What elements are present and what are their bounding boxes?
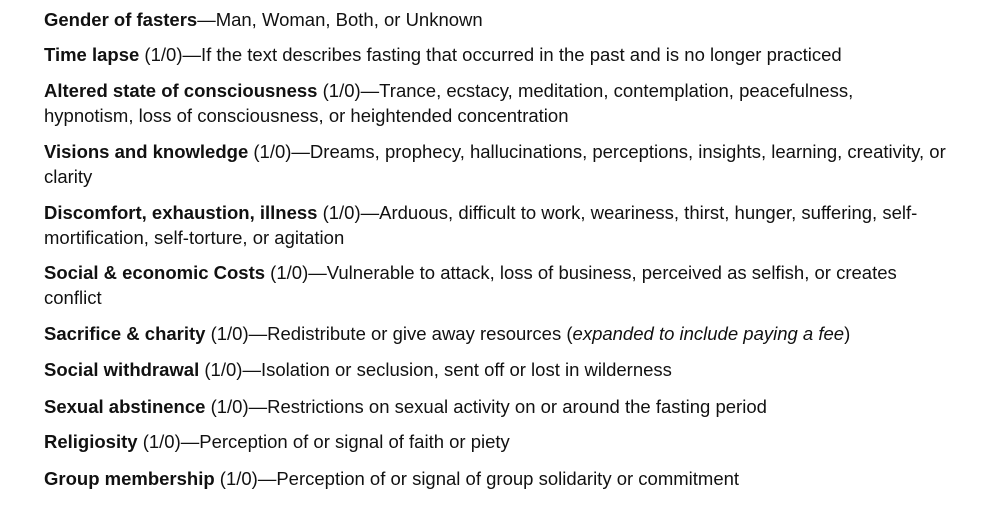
entry-altered-state-of-consciousness xyxy=(44,78,899,128)
entry-definition-italic: expanded to include paying a fee xyxy=(572,323,845,344)
entry-term: Altered state of consciousness xyxy=(44,80,318,101)
entry-term: Sexual abstinence xyxy=(44,396,206,417)
entry-sacrifice-charity xyxy=(44,321,989,346)
entry-group-membership xyxy=(44,466,989,491)
entry-definition: —Restrictions on sexual activity on or around the fasting period xyxy=(248,396,767,417)
entry-term: Social withdrawal xyxy=(44,359,200,380)
entry-religiosity xyxy=(44,429,989,454)
entry-definition: —Perception of or signal of faith or piety xyxy=(180,431,510,452)
entry-code: (1/0) xyxy=(317,80,361,101)
entry-term: Social & economic Costs xyxy=(44,262,266,283)
entry-code: (1/0) xyxy=(205,396,249,417)
entry-time-lapse xyxy=(44,42,989,67)
entry-definition: —If the text describes fasting that occurred in the past and is no longer practiced xyxy=(182,44,842,65)
entry-term: Time lapse xyxy=(44,44,140,65)
entry-code: (1/0) xyxy=(248,141,292,162)
entry-social-economic-costs xyxy=(44,260,939,310)
entry-term: Group membership xyxy=(44,468,215,489)
entry-definition: —Perception of or signal of group solidarity or commitment xyxy=(257,468,740,489)
entry-term: Sacrifice & charity xyxy=(44,323,206,344)
entry-term: Visions and knowledge xyxy=(44,141,249,162)
entry-visions-and-knowledge xyxy=(44,139,989,189)
entry-definition: —Arduous, difficult to work, weariness, thirst, hunger, suffering, self-mortification, self-torture, or agitation xyxy=(44,202,918,248)
entry-code: (1/0) xyxy=(137,431,181,452)
entry-term: Religiosity xyxy=(44,431,138,452)
entry-social-withdrawal xyxy=(44,357,989,382)
entry-definition: —Dreams, prophecy, hallucinations, perceptions, insights, learning, creativity, or clarity xyxy=(44,141,946,187)
entry-term: Gender of fasters xyxy=(44,9,198,30)
entry-code: (1/0) xyxy=(139,44,183,65)
entry-term: Discomfort, exhaustion, illness xyxy=(44,202,318,223)
entry-definition: —Trance, ecstacy, meditation, contemplation, peacefulness, hypnotism, loss of consciousness, or heightended concentration xyxy=(44,80,854,126)
entry-gender-of-fasters xyxy=(44,7,989,32)
entry-definition: —Vulnerable to attack, loss of business, perceived as selfish, or creates conflict xyxy=(44,262,897,308)
entry-code: (1/0) xyxy=(317,202,361,223)
entry-discomfort-exhaustion-illness xyxy=(44,200,959,250)
entry-definition: —Isolation or seclusion, sent off or lost in wilderness xyxy=(242,359,672,380)
entry-code: (1/0) xyxy=(205,323,249,344)
entry-sexual-abstinence xyxy=(44,394,989,419)
entry-code: (1/0) xyxy=(214,468,258,489)
entry-definition: —Man, Woman, Both, or Unknown xyxy=(197,9,483,30)
entry-definition-end: ) xyxy=(844,323,851,344)
entry-code: (1/0) xyxy=(199,359,243,380)
entry-definition: —Redistribute or give away resources ( xyxy=(248,323,573,344)
entry-code: (1/0) xyxy=(265,262,309,283)
